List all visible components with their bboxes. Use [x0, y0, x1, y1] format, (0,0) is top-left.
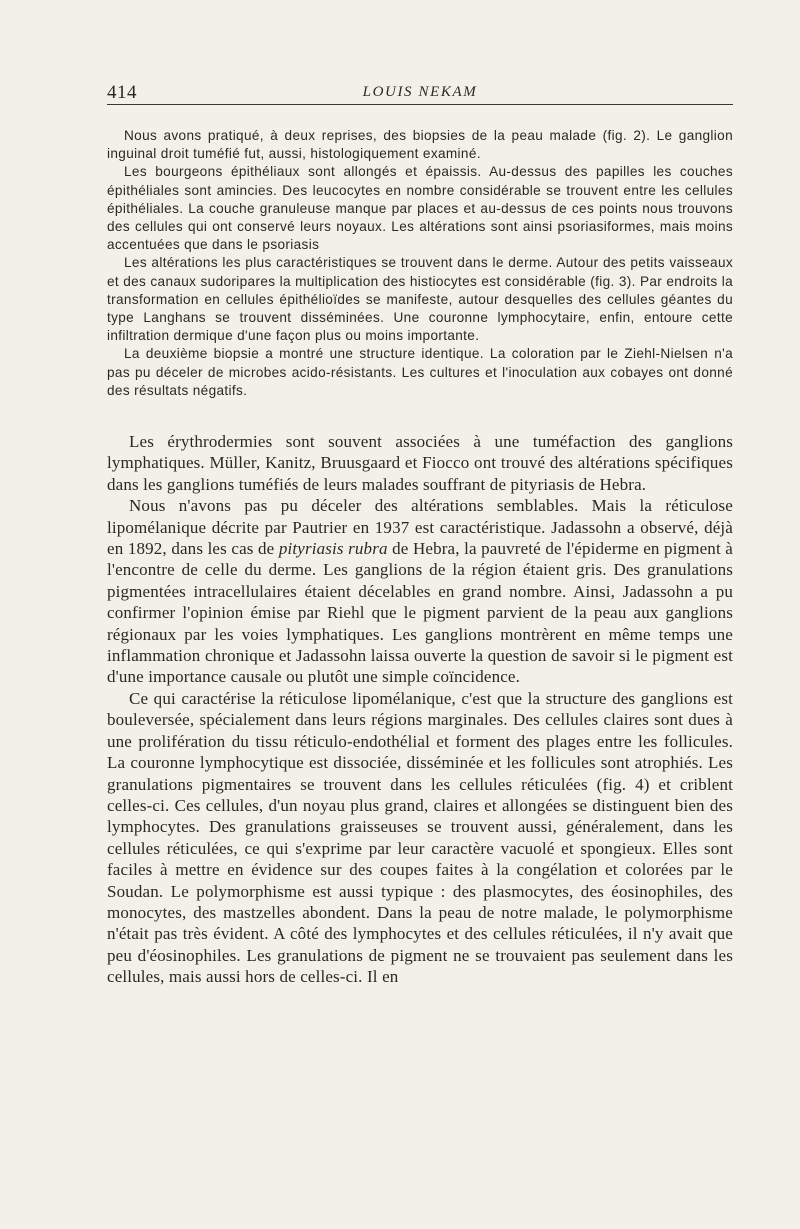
paragraph-biopsies: Nous avons pratiqué, à deux reprises, des biopsies de la peau malade (fig. 2). Le ganglion inguinal droit tuméfié fut, aussi, histologiquement examiné.: [107, 128, 733, 162]
paragraph-epithelium: Les bourgeons épithéliaux sont allongés et épaissis. Au-dessus des papilles les couches épithéliales sont amincies. Des leucocytes en nombre considérable se trouvent entre les cellules épithéliales. La couche granuleuse manque par places et au-dessus de ces points nous trouvons des cellules qui ont conservé leurs noyaux. Les altérations sont ainsi psoriasiformes, mais moins accentuées que dans le psoriasis: [107, 164, 733, 253]
paragraph-dermis: Les altérations les plus caractéristiques se trouvent dans le derme. Autour des petits vaisseaux et des canaux sudoripares la multiplication des histiocytes est considérable (fig. 3). Par endroits la transformation en cellules épithélioïdes se manifeste, autour desquelles des cellules géantes du type Langhans se trouvent disséminées. Une couronne lymphocytaire, enfin, entoure cette infiltration dermique d'une façon plus ou moins importante.: [107, 255, 733, 344]
text-run: Nous n'avons pas pu déceler des altérations semblables. Mais la réticulose lipomélanique décrite par Pautrier en 1937 est caractéristique. Jadassohn a observé, déjà en 1892, dans les cas de: [107, 496, 733, 559]
italic-term: pityriasis rubra: [278, 539, 388, 559]
running-header: [107, 78, 733, 105]
paragraph-erythrodermies: Les érythrodermies sont souvent associées à une tuméfaction des ganglions lymphatiques. Müller, Kanitz, Bruusgaard et Fiocco ont trouvé des altérations spécifiques dans les ganglions tuméfiés de leurs malades souffrant de pityriasis de Hebra.: [107, 432, 733, 494]
text-run: de Hebra, la pauvreté de l'épiderme en pigment à l'encontre de celle du derme. Les ganglions de la région étaient gris. Des granulations pigmentées intracellulaires étaient décelables en grand nombre. Ainsi, Jadassohn a pu confirmer l'opinion émise par Riehl que le pigment parvient de la peau aux ganglions régionaux par les voies lymphatiques. Les ganglions montrèrent en même temps une inflammation chronique et Jadassohn laissa ouverte la question de savoir si le pigment est d'une importance causale ou plutôt une simple coïncidence.: [107, 539, 733, 687]
paragraph-second-biopsy: La deuxième biopsie a montré une structure identique. La coloration par le Ziehl-Nielsen n'a pas pu déceler de microbes acido-résistants. Les cultures et l'inoculation aux cobayes ont donné des résultats négatifs.: [107, 346, 733, 398]
case-report-section: [107, 127, 733, 400]
paragraph-reticulose: [107, 495, 733, 688]
running-title: LOUIS NEKAM: [362, 84, 478, 100]
page-number: 414: [107, 82, 137, 103]
discussion-section: [107, 431, 733, 988]
paragraph-characteristics: Ce qui caractérise la réticulose lipomélanique, c'est que la structure des ganglions est bouleversée, spécialement dans leurs régions marginales. Des cellules claires sont dues à une prolifération du tissu réticulo-endothélial et forment des plages entre les follicules. La couronne lymphocytique est dissociée, disséminée et les follicules sont atrophiés. Les granulations pigmentaires se trouvent dans les cellules réticulées (fig. 4) et criblent celles-ci. Ces cellules, d'un noyau plus grand, claires et allongées se distinguent bien des lymphocytes. Des granulations graisseuses se trouvent aussi, généralement, dans les cellules réticulées, ce qui s'exprime par leur caractère vacuolé et spongieux. Elles sont faciles à mettre en évidence sur des coupes faites à la congélation et colorées par le Soudan. Le polymorphisme est aussi typique : des plasmocytes, des éosinophiles, des monocytes, des mastzelles abondent. Dans la peau de notre malade, le polymorphisme n'était pas très évident. A côté des lymphocytes et des cellules réticulées, il n'y avait que peu d'éosinophiles. Les granulations de pigment ne se trouvaient pas seulement dans les cellules, mais aussi hors de celles-ci. Il en: [107, 688, 733, 987]
